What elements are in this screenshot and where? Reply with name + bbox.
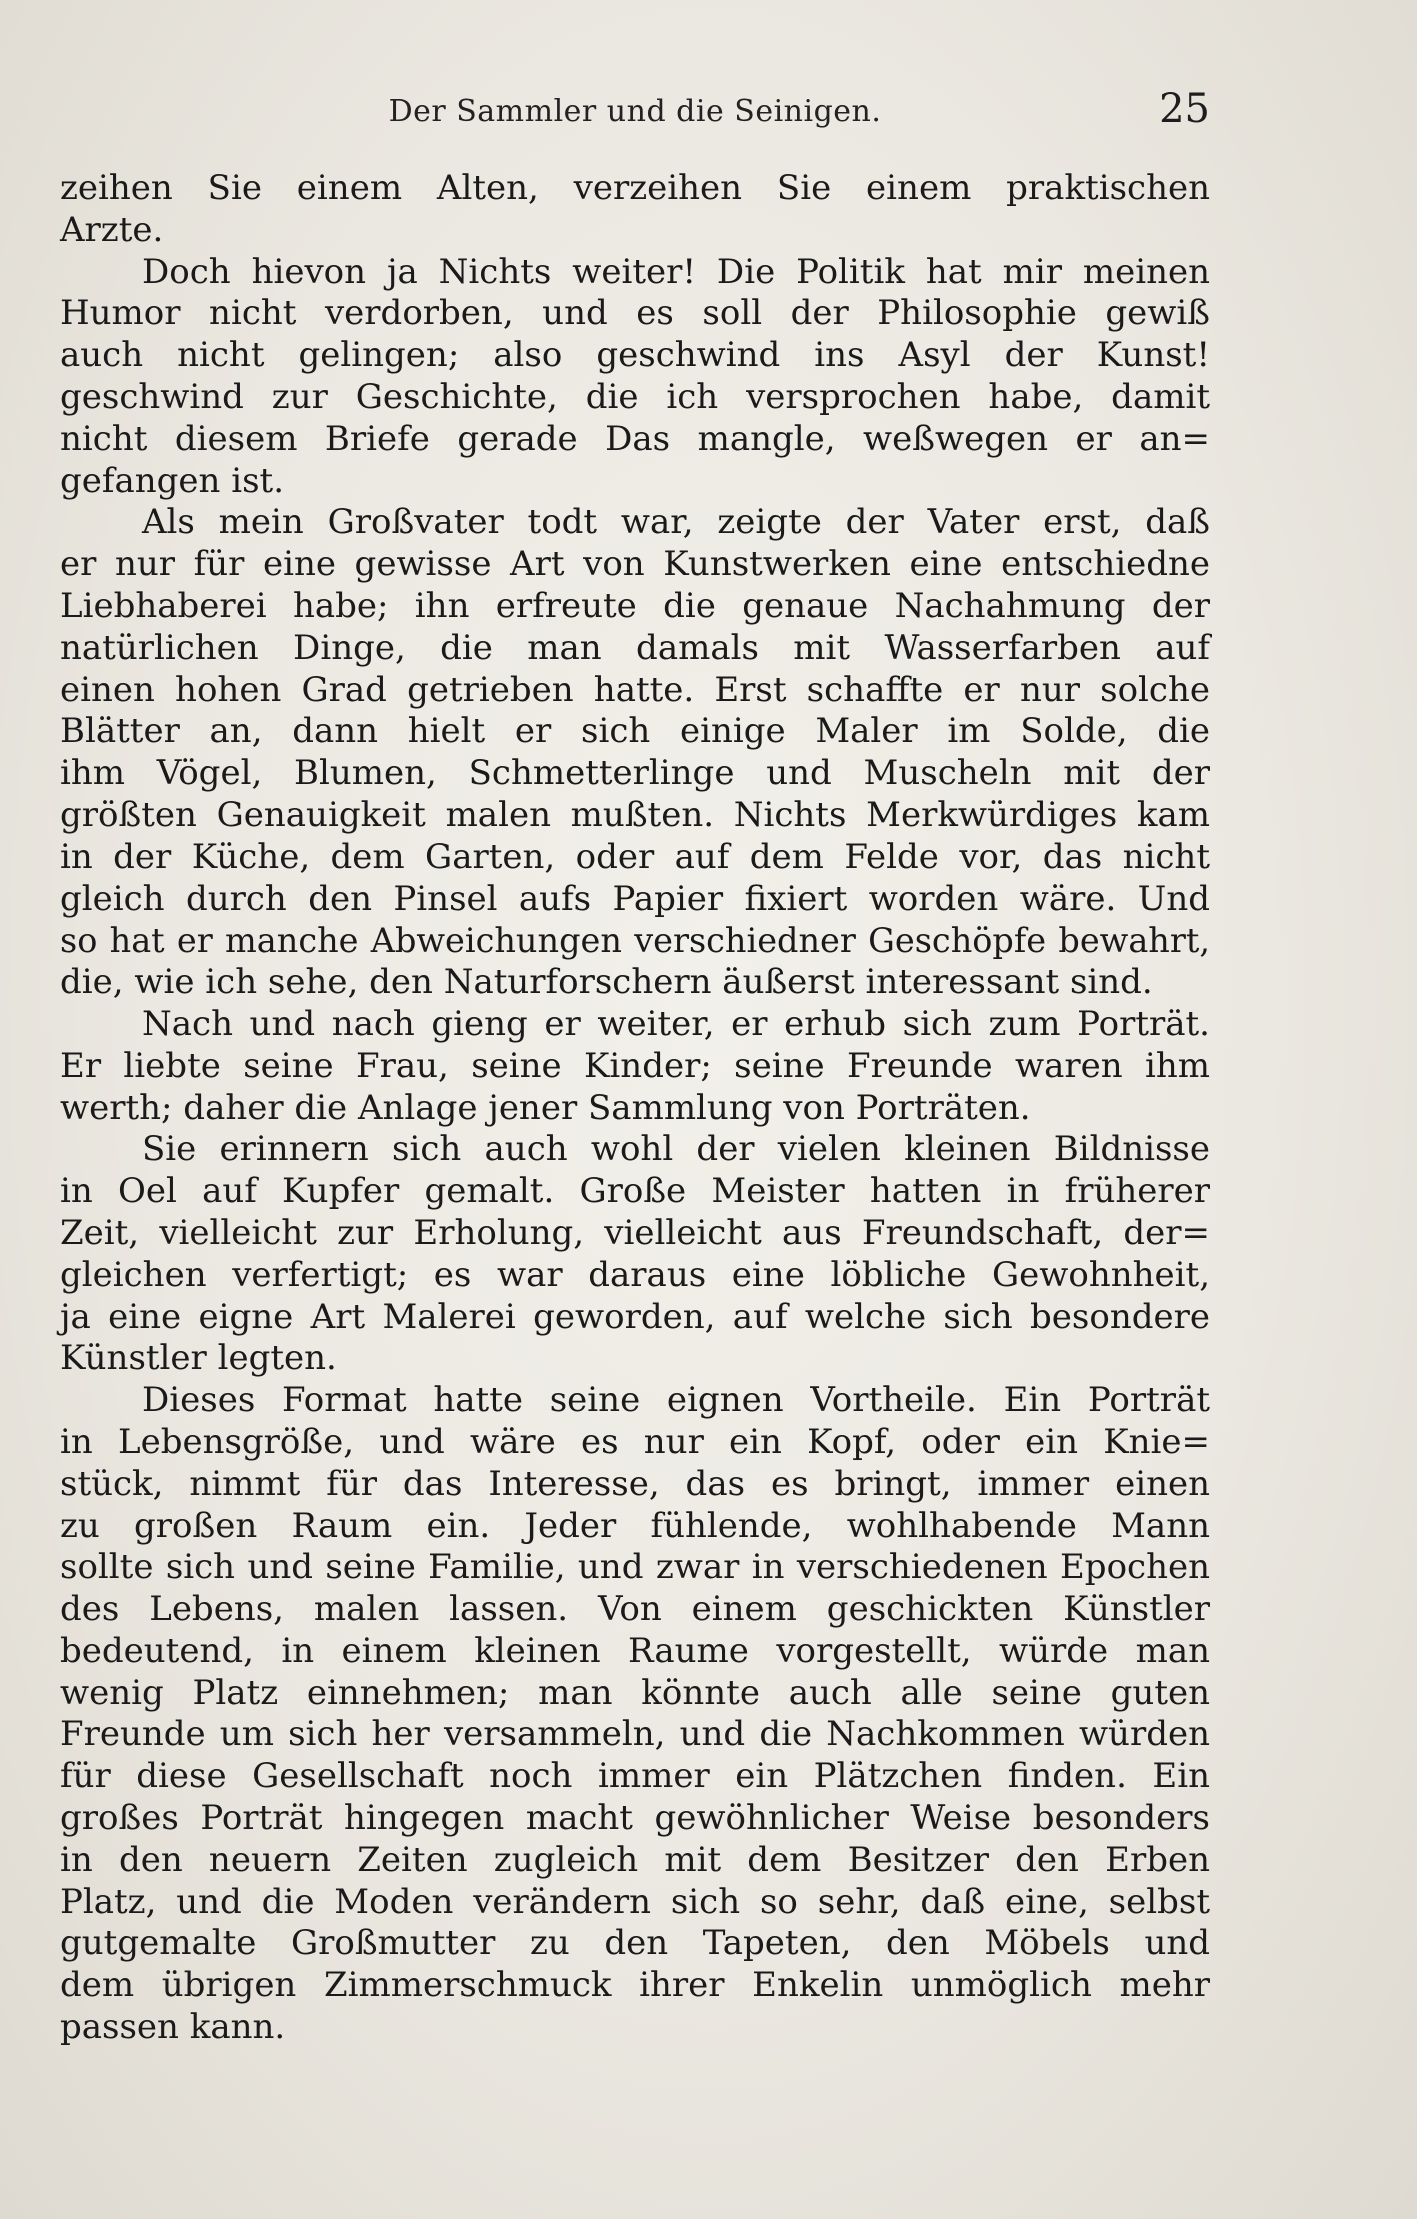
text-line: die, wie ich sehe, den Naturforschern äußerst interessant sind.: [60, 962, 1153, 1003]
text-line: bedeutend, in einem kleinen Raume vorgestellt, würde man: [60, 1630, 1210, 1671]
text-line: nicht diesem Briefe gerade Das mangle, weßwegen er an=: [60, 418, 1210, 459]
text-line: Künstler legten.: [60, 1338, 337, 1379]
text-line: Sie erinnern sich auch wohl der vielen kleinen Bildnisse: [142, 1129, 1210, 1170]
text-line: für diese Gesellschaft noch immer ein Plätzchen finden. Ein: [60, 1756, 1210, 1797]
text-line: Liebhaberei habe; ihn erfreute die genaue Nachahmung der: [60, 585, 1210, 626]
text-line: wenig Platz einnehmen; man könnte auch alle seine guten: [60, 1672, 1210, 1713]
text-line: werth; daher die Anlage jener Sammlung von Porträten.: [60, 1087, 1031, 1128]
text-line: gleichen verfertigt; es war daraus eine löbliche Gewohnheit,: [60, 1254, 1210, 1295]
text-line: Zeit, vielleicht zur Erholung, vielleicht aus Freundschaft, der=: [60, 1212, 1210, 1253]
text-line: er nur für eine gewisse Art von Kunstwerken eine entschiedne: [60, 544, 1210, 585]
text-line: natürlichen Dinge, die man damals mit Wasserfarben auf: [60, 627, 1210, 668]
text-line: auch nicht gelingen; also geschwind ins Asyl der Kunst!: [60, 335, 1210, 376]
body-text: [60, 168, 1210, 2049]
text-line: geschwind zur Geschichte, die ich versprochen habe, damit: [60, 376, 1210, 417]
text-line: Nach und nach gieng er weiter, er erhub sich zum Porträt.: [142, 1003, 1210, 1044]
text-line: dem übrigen Zimmerschmuck ihrer Enkelin unmöglich mehr: [60, 1965, 1210, 2006]
text-line: in der Küche, dem Garten, oder auf dem Felde vor, das nicht: [60, 836, 1210, 877]
text-line: großes Porträt hingegen macht gewöhnlicher Weise besonders: [60, 1798, 1210, 1839]
text-line: Arzte.: [60, 209, 164, 250]
text-line: sollte sich und seine Familie, und zwar in verschiedenen Epochen: [60, 1547, 1210, 1588]
text-line: Humor nicht verdorben, und es soll der Philosophie gewiß: [60, 293, 1210, 334]
text-line: Blätter an, dann hielt er sich einige Maler im Solde, die: [60, 711, 1210, 752]
page-number: 25: [1159, 86, 1210, 132]
text-line: so hat er manche Abweichungen verschiedner Geschöpfe bewahrt,: [60, 921, 1210, 961]
text-line: Doch hievon ja Nichts weiter! Die Politik hat mir meinen: [142, 251, 1210, 292]
text-line: in Lebensgröße, und wäre es nur ein Kopf, oder ein Knie=: [60, 1421, 1210, 1462]
text-line: in den neuern Zeiten zugleich mit dem Besitzer den Erben: [60, 1839, 1210, 1880]
text-line: Platz, und die Moden verändern sich so sehr, daß eine, selbst: [60, 1881, 1210, 1922]
running-title: Der Sammler und die Seinigen.: [388, 94, 882, 129]
text-line: in Oel auf Kupfer gemalt. Große Meister hatten in früherer: [60, 1171, 1210, 1212]
text-line: Dieses Format hatte seine eignen Vortheile. Ein Porträt: [142, 1380, 1210, 1421]
text-line: Freunde um sich her versammeln, und die Nachkommen würden: [60, 1714, 1210, 1755]
text-line: zeihen Sie einem Alten, verzeihen Sie einem praktischen: [60, 168, 1210, 208]
running-header: [60, 86, 1210, 146]
text-line: Er liebte seine Frau, seine Kinder; seine Freunde waren ihm: [60, 1045, 1210, 1086]
text-line: größten Genauigkeit malen mußten. Nichts Merkwürdiges kam: [60, 794, 1210, 835]
text-line: stück, nimmt für das Interesse, das es bringt, immer einen: [60, 1463, 1210, 1504]
text-line: zu großen Raum ein. Jeder fühlende, wohlhabende Mann: [60, 1505, 1210, 1546]
text-line: gefangen ist.: [60, 460, 285, 501]
text-line: gleich durch den Pinsel aufs Papier fixiert worden wäre. Und: [60, 878, 1210, 919]
text-line: des Lebens, malen lassen. Von einem geschickten Künstler: [60, 1589, 1210, 1630]
text-line: Als mein Großvater todt war, zeigte der Vater erst, daß: [142, 502, 1210, 543]
text-line: ihm Vögel, Blumen, Schmetterlinge und Muscheln mit der: [60, 753, 1210, 794]
text-line: passen kann.: [60, 2007, 286, 2048]
text-line: ja eine eigne Art Malerei geworden, auf welche sich besondere: [60, 1296, 1210, 1337]
text-line: gutgemalte Großmutter zu den Tapeten, den Möbels und: [60, 1923, 1210, 1964]
text-line: einen hohen Grad getrieben hatte. Erst schaffte er nur solche: [60, 669, 1210, 710]
